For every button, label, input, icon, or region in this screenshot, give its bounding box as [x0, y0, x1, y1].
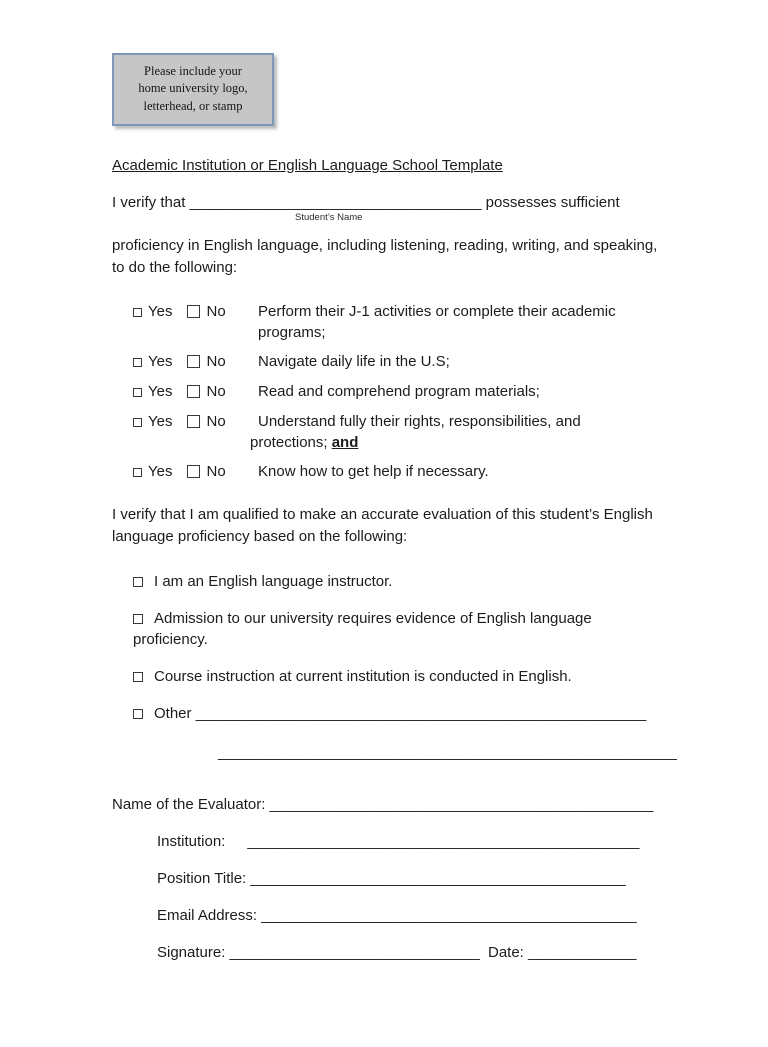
qualification-list [112, 571, 677, 761]
evaluator-fields [112, 794, 658, 963]
yesno-row [133, 351, 658, 373]
document-page [0, 53, 768, 1047]
institution-row [157, 831, 658, 852]
field-label: Institution: [157, 832, 226, 850]
qualification-checkbox[interactable] [133, 577, 143, 587]
email-address-row [157, 905, 658, 926]
proficiency-paragraph: proficiency in English language, including listening, reading, writing, and speaking, to do the following: [112, 236, 658, 276]
no-checkbox[interactable] [187, 415, 200, 428]
qualification-checkbox[interactable] [133, 709, 143, 719]
yesno-text: Perform their J-1 activities or complete their academic programs; [258, 303, 616, 342]
no-checkbox[interactable] [187, 305, 200, 318]
yes-label: Yes [148, 413, 173, 431]
yesno-list [112, 301, 658, 483]
no-label: No [206, 383, 226, 401]
logo-box-line: Please include your [144, 64, 242, 78]
no-label: No [206, 463, 226, 481]
yesno-text: Read and comprehend program materials; [258, 383, 540, 401]
qualification-row [133, 608, 658, 650]
no-checkbox[interactable] [187, 465, 200, 478]
qualification-text: I am an English language instructor. [154, 572, 393, 590]
yesno-controls [133, 381, 258, 403]
yes-label: Yes [148, 303, 173, 321]
protections-line [250, 432, 658, 453]
verify-suffix: possesses sufficient [481, 193, 620, 211]
institution-blank: _______________________________________________ [247, 832, 640, 850]
yesno-text-line1: Understand fully their rights, responsibilities, and [258, 413, 581, 431]
email-address-blank: _____________________________________________ [261, 906, 637, 924]
qualification-checkbox[interactable] [133, 614, 143, 624]
yes-checkbox[interactable] [133, 418, 142, 427]
no-label: No [206, 413, 226, 431]
yes-label: Yes [148, 463, 173, 481]
evaluator-name-row [112, 794, 658, 815]
yesno-row [133, 461, 658, 483]
position-title-row [157, 868, 658, 889]
yes-checkbox[interactable] [133, 308, 142, 317]
qualification-row [133, 666, 658, 687]
field-label: Position Title: [157, 869, 251, 887]
no-label: No [206, 303, 226, 321]
form-title: Academic Institution or English Language School Template [112, 156, 503, 174]
signature-blank: ______________________________ [229, 943, 480, 961]
yes-checkbox[interactable] [133, 358, 142, 367]
yes-checkbox[interactable] [133, 388, 142, 397]
qualification-checkbox[interactable] [133, 672, 143, 682]
qualification-text: Admission to our university requires evidence of English language proficiency. [133, 609, 592, 648]
field-label: Name of the Evaluator: [112, 795, 270, 813]
verify-statement [112, 194, 658, 211]
field-label: Signature: [157, 943, 230, 961]
qualification-row [133, 571, 658, 592]
no-checkbox[interactable] [187, 355, 200, 368]
yesno-controls [133, 301, 258, 323]
yesno-text: Navigate daily life in the U.S; [258, 353, 450, 371]
no-label: No [206, 353, 226, 371]
date-blank: _____________ [528, 943, 637, 961]
student-name-caption: Student’s Name [295, 211, 363, 223]
qualification-row-other [133, 703, 658, 724]
yes-label: Yes [148, 383, 173, 401]
other-blank: ______________________________________________________ [195, 704, 647, 722]
protections-prefix: protections; [250, 434, 332, 452]
yesno-controls [133, 461, 258, 483]
position-title-blank: _____________________________________________ [250, 869, 626, 887]
yesno-row [133, 381, 658, 403]
signature-row [157, 942, 658, 963]
yesno-controls [133, 411, 258, 433]
and-emphasis: and [331, 434, 359, 452]
qualification-text: Course instruction at current institution is conducted in English. [154, 667, 572, 685]
field-label: Email Address: [157, 906, 262, 924]
evaluator-name-blank: ______________________________________________ [269, 795, 654, 813]
other-continuation-blank: _______________________________________________________ [218, 743, 677, 761]
yes-checkbox[interactable] [133, 468, 142, 477]
logo-box-line: letterhead, or stamp [143, 98, 243, 113]
logo-placeholder-box [112, 53, 274, 126]
yesno-text: Know how to get help if necessary. [258, 463, 489, 481]
yesno-text [250, 411, 658, 453]
yesno-controls [133, 351, 258, 373]
other-label: Other [154, 704, 196, 722]
student-name-blank: ___________________________________ [189, 193, 482, 211]
no-checkbox[interactable] [187, 385, 200, 398]
qualification-statement: I verify that I am qualified to make an accurate evaluation of this student’s English language proficiency based on the following: [112, 506, 653, 545]
yesno-row [133, 301, 658, 343]
yes-label: Yes [148, 353, 173, 371]
logo-box-line: home university logo, [138, 81, 248, 96]
date-label: Date: [483, 943, 529, 961]
yesno-row [133, 411, 658, 453]
verify-prefix: I verify that [112, 193, 190, 211]
